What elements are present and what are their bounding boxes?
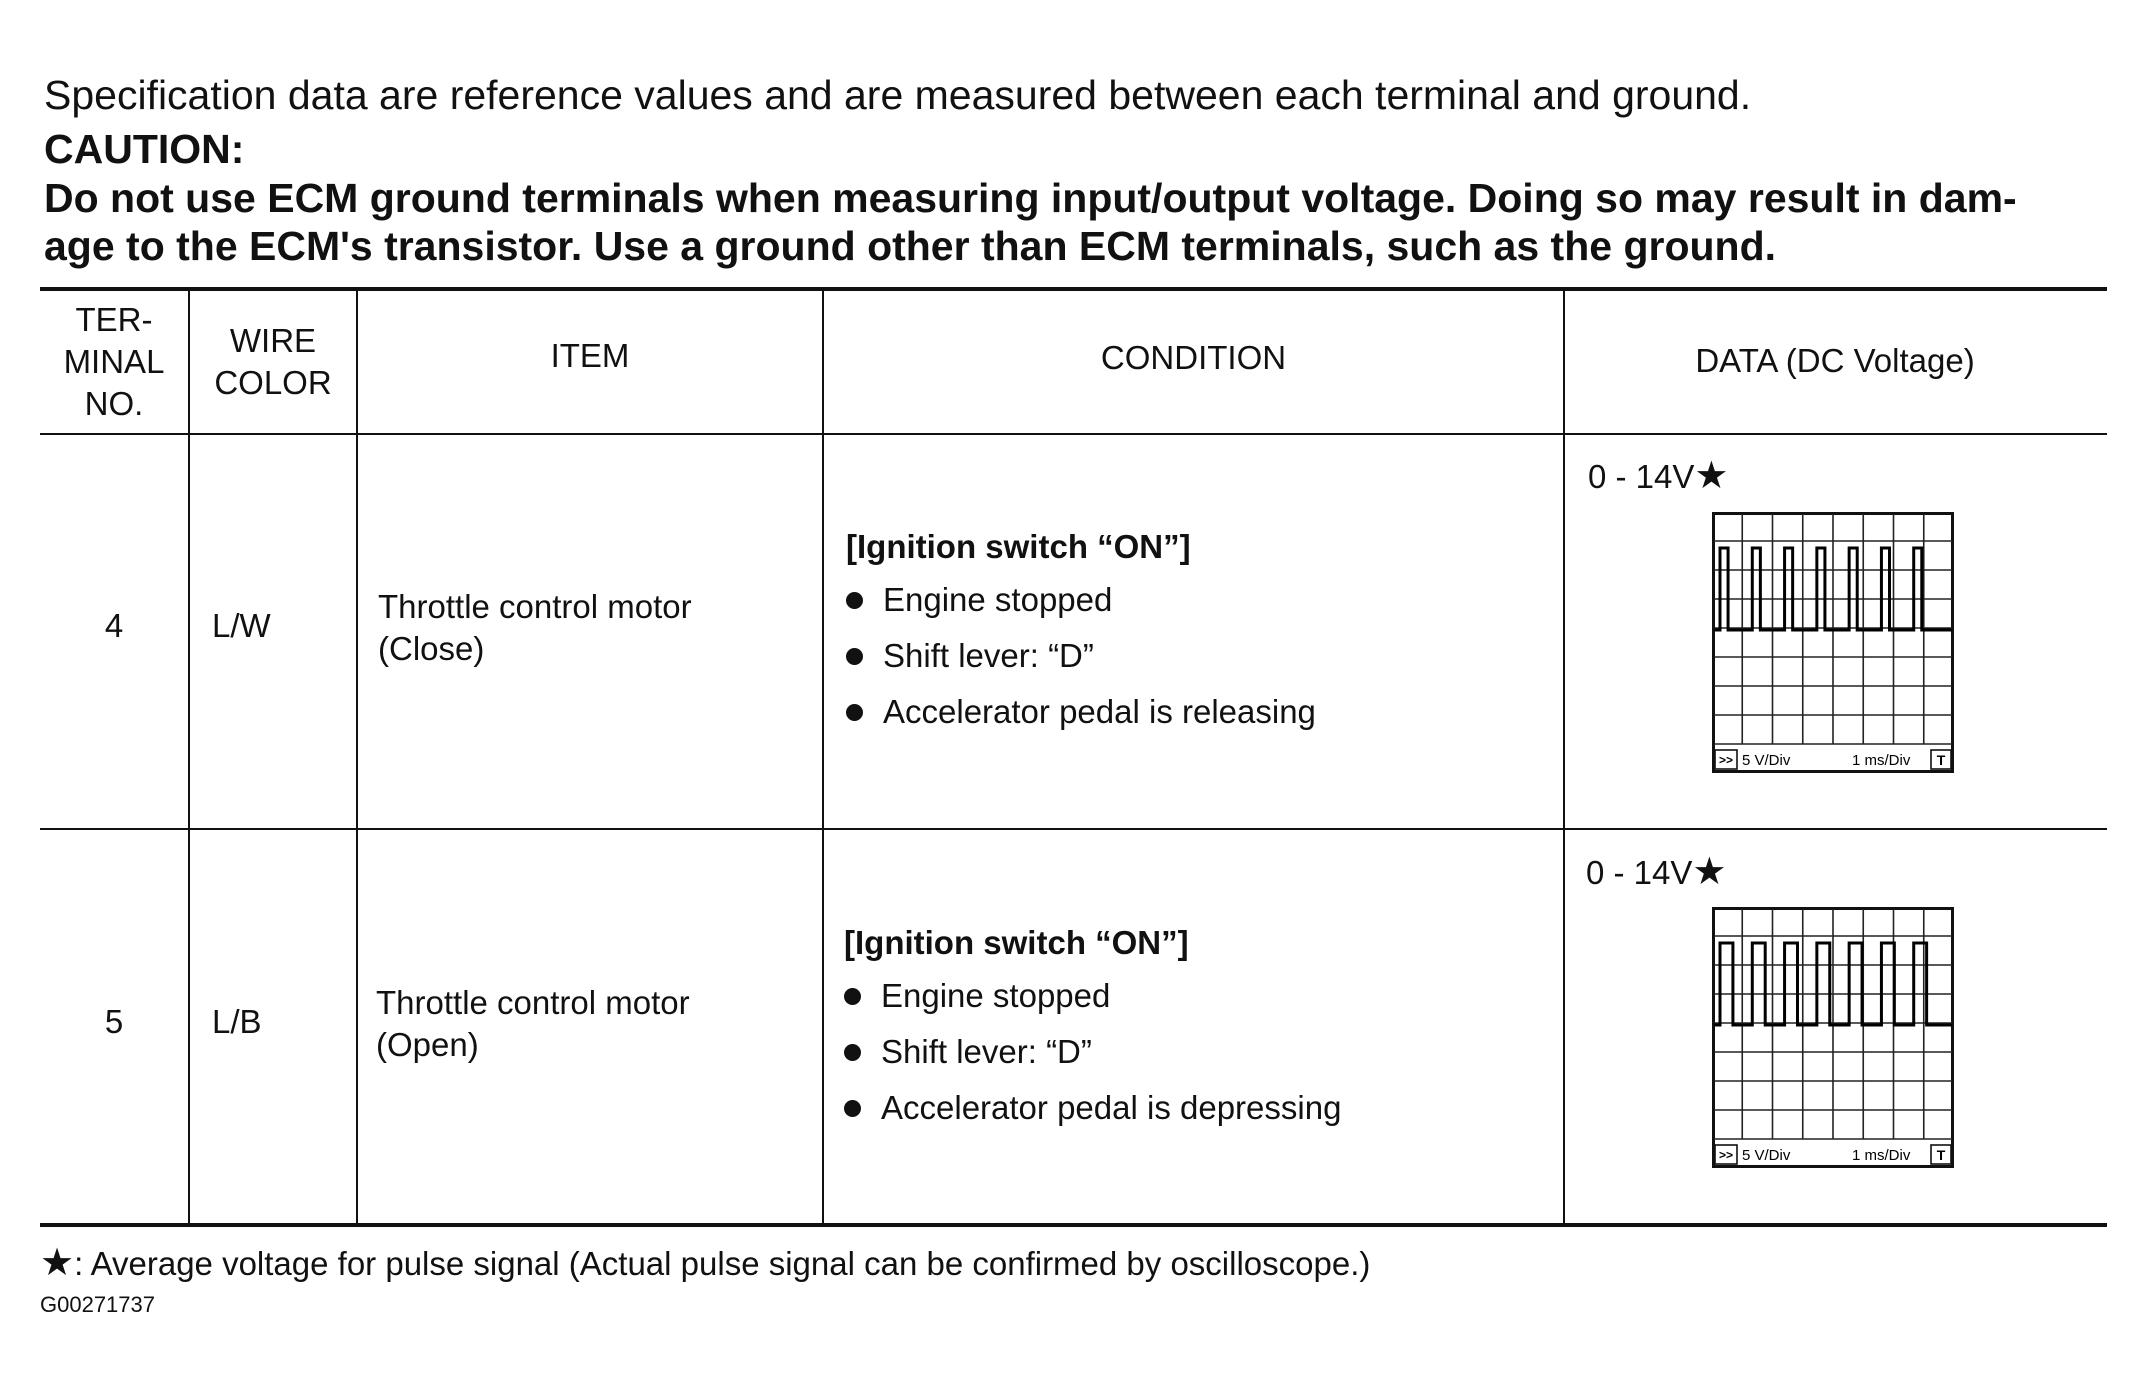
row-1-condition-item: Accelerator pedal is releasing — [846, 692, 1316, 732]
star-icon: ★ — [1694, 455, 1729, 497]
row-1-condition-item: Shift lever: “D” — [846, 636, 1316, 676]
intro-text: Specification data are reference values and are measured between each terminal and ground. — [44, 72, 1752, 118]
header-wire-line: WIRE — [229, 322, 317, 359]
row-2-terminal: 5 — [104, 1003, 124, 1040]
row-1-terminal: 4 — [104, 607, 124, 644]
caution-line-2: age to the ECM's transistor. Use a ground other than ECM terminals, such as the ground. — [44, 223, 1777, 269]
row-2-item-line: Throttle control motor — [376, 984, 690, 1021]
footnote-text: : Average voltage for pulse signal (Actual pulse signal can be confirmed by oscilloscope.) — [74, 1245, 1371, 1282]
row-2-condition — [844, 922, 1341, 1144]
header-wire-color — [190, 291, 356, 433]
row-2-wire-color: L/B — [212, 1003, 262, 1040]
table-bottom-rule — [40, 1223, 2107, 1227]
bullet-icon — [844, 1100, 861, 1117]
row-1-item-line: Throttle control motor — [378, 588, 692, 625]
header-terminal-line: MINAL — [63, 343, 165, 380]
scope-volt-div: 5 V/Div — [1742, 752, 1791, 769]
scope-volt-div: 5 V/Div — [1742, 1147, 1791, 1164]
bullet-icon — [844, 1044, 861, 1061]
row-2-condition-item: Engine stopped — [844, 976, 1341, 1016]
row-1-item-line: (Close) — [378, 630, 485, 667]
bullet-icon — [846, 648, 863, 665]
row-2-data-value: 0 - 14V — [1586, 854, 1693, 891]
header-bottom-rule — [40, 433, 2107, 435]
scope-trigger-label: T — [1936, 752, 1946, 768]
caution-text — [44, 174, 2104, 270]
header-condition: CONDITION — [1100, 339, 1287, 376]
bullet-icon — [844, 988, 861, 1005]
row-2-condition-item: Accelerator pedal is depressing — [844, 1088, 1341, 1128]
caution-line-1: Do not use ECM ground terminals when measuring input/output voltage. Doing so may result in dam- — [44, 175, 2017, 221]
row-2-item — [376, 982, 690, 1066]
star-icon: ★ — [1692, 851, 1727, 893]
scope-arrow-label: >> — [1718, 753, 1734, 767]
row-1-condition — [846, 526, 1316, 748]
row-1-wire-color: L/W — [212, 607, 271, 644]
row-2-oscilloscope-waveform — [1712, 907, 1954, 1169]
figure-code: G00271737 — [40, 1292, 155, 1317]
row-1-condition-item: Engine stopped — [846, 580, 1316, 620]
bullet-icon — [846, 592, 863, 609]
row-1-data-value: 0 - 14V — [1588, 458, 1695, 495]
footnote — [40, 1243, 1370, 1284]
row-2-data-range — [1586, 852, 1726, 893]
header-terminal-line: NO. — [84, 385, 144, 422]
scope-time-div: 1 ms/Div — [1852, 1147, 1911, 1164]
header-wire-line: COLOR — [214, 364, 332, 401]
column-divider — [356, 287, 358, 1223]
row-1-item — [378, 586, 692, 670]
scope-trigger-label: T — [1936, 1147, 1946, 1163]
scope-time-div: 1 ms/Div — [1852, 752, 1911, 769]
row-1-condition-title: [Ignition switch “ON”] — [846, 528, 1191, 565]
row-2-condition-title: [Ignition switch “ON”] — [844, 924, 1189, 961]
caution-heading: CAUTION: — [44, 126, 245, 172]
header-item: ITEM — [550, 337, 630, 374]
scope-arrow-label: >> — [1718, 1148, 1734, 1162]
header-terminal-line: TER- — [75, 301, 153, 338]
row-2-item-line: (Open) — [376, 1026, 479, 1063]
row-1-oscilloscope-waveform — [1712, 512, 1954, 774]
header-terminal-no — [40, 291, 188, 433]
header-data: DATA (DC Voltage) — [1695, 342, 1975, 379]
bullet-icon — [846, 704, 863, 721]
row-2-condition-item: Shift lever: “D” — [844, 1032, 1341, 1072]
star-icon: ★ — [40, 1242, 75, 1284]
column-divider — [822, 287, 824, 1223]
row-1-data-range — [1588, 456, 1728, 497]
row-divider — [40, 828, 2107, 830]
